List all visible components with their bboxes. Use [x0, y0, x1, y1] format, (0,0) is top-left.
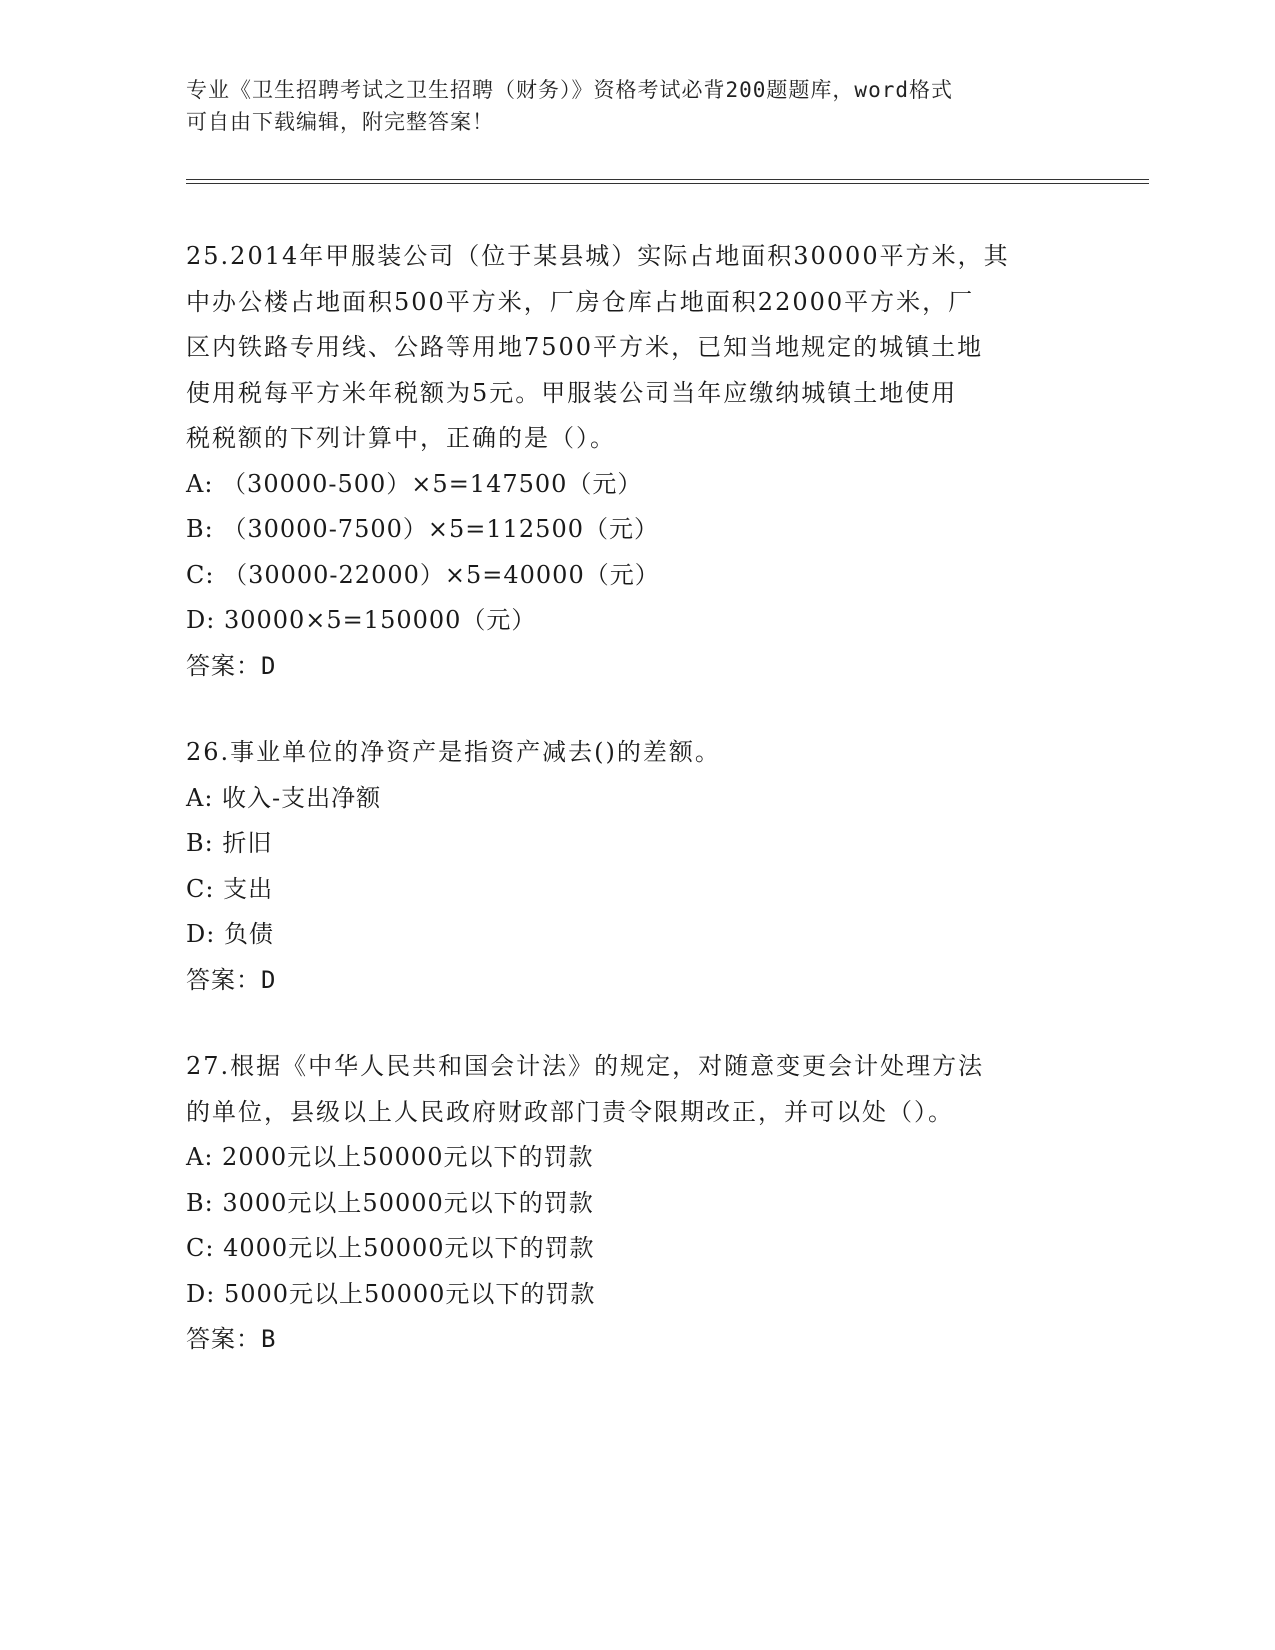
answer-label: 答案：D — [186, 651, 277, 680]
question-stem-line: 中办公楼占地面积500平方米，厂房仓库占地面积22000平方米，厂 — [186, 287, 975, 316]
question-stem-line: 26.事业单位的净资产是指资产减去()的差额。 — [186, 738, 721, 766]
question-26 — [186, 730, 1086, 1003]
question-stem-line: 税税额的下列计算中，正确的是（）。 — [186, 424, 616, 452]
question-stem-line: 25.2014年甲服装公司（位于某县城）实际占地面积30000平方米，其 — [186, 242, 1010, 270]
option-a: A: 2000元以上50000元以下的罚款 — [186, 1143, 594, 1171]
page-header — [186, 74, 1066, 138]
question-25 — [186, 234, 1086, 689]
option-d: D: 5000元以上50000元以下的罚款 — [186, 1279, 596, 1308]
option-b: B: 3000元以上50000元以下的罚款 — [186, 1188, 594, 1217]
option-d: D: 30000×5=150000（元） — [186, 606, 537, 634]
option-c: C: 支出 — [186, 874, 274, 903]
option-a: A: （30000-500）×5=147500（元） — [186, 469, 643, 498]
answer-label: 答案：B — [186, 1325, 277, 1353]
question-stem-line: 的单位，县级以上人民政府财政部门责令限期改正，并可以处（）。 — [186, 1097, 954, 1126]
question-list — [186, 234, 1086, 1404]
option-b: B: 折旧 — [186, 829, 273, 857]
option-b: B: （30000-7500）×5=112500（元） — [186, 515, 659, 543]
answer-label: 答案：D — [186, 965, 277, 994]
option-d: D: 负债 — [186, 920, 274, 948]
question-stem-line: 区内铁路专用线、公路等用地7500平方米，已知当地规定的城镇土地 — [186, 333, 984, 361]
question-stem-line: 27.根据《中华人民共和国会计法》的规定，对随意变更会计处理方法 — [186, 1052, 985, 1080]
header-line-1: 专业《卫生招聘考试之卫生招聘（财务）》资格考试必背200题题库，word格式 — [186, 78, 953, 102]
question-27 — [186, 1044, 1086, 1363]
question-stem-line: 使用税每平方米年税额为5元。甲服装公司当年应缴纳城镇土地使用 — [186, 378, 958, 407]
header-divider-bottom — [186, 183, 1149, 184]
option-a: A: 收入-支出净额 — [186, 783, 382, 812]
header-divider-top — [186, 179, 1149, 180]
option-c: C: （30000-22000）×5=40000（元） — [186, 560, 660, 589]
option-c: C: 4000元以上50000元以下的罚款 — [186, 1234, 595, 1262]
header-line-2: 可自由下载编辑，附完整答案！ — [186, 110, 494, 134]
